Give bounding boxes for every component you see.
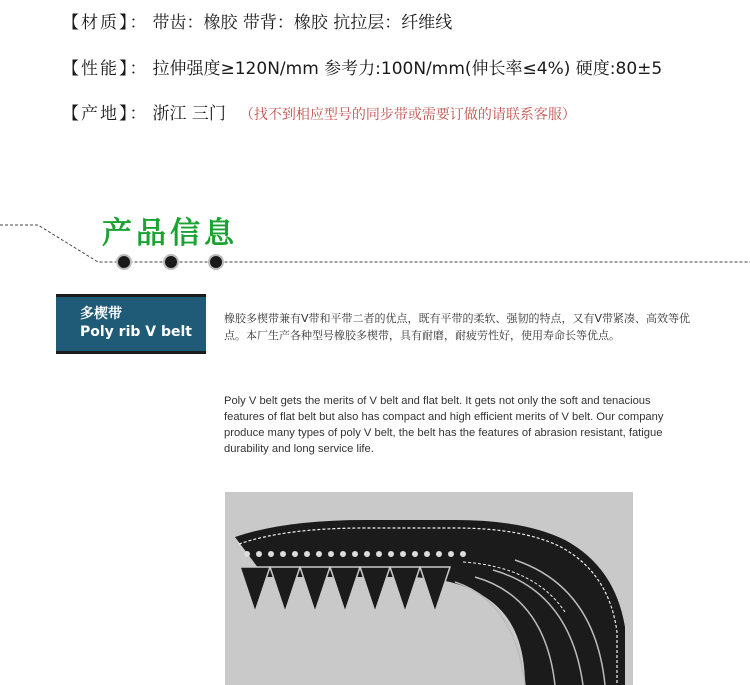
description-cn: 橡胶多楔带兼有V带和平带二者的优点，既有平带的柔软、强韧的特点，又有V带紧凑、高效等优点。本厂生产各种型号橡胶多楔带，具有耐磨，耐疲劳性好，使用寿命长等优点。 (224, 312, 691, 342)
spec-origin (62, 99, 576, 124)
spec-material (62, 8, 452, 33)
divider-dot-1 (117, 255, 131, 269)
spec-material-key: 【材质】： (62, 13, 149, 33)
spec-origin-key: 【产地】： (62, 104, 149, 124)
spec-origin-note: （找不到相应型号的同步带或需要订做的请联系客服） (239, 107, 576, 123)
spec-performance-key: 【性能】： (62, 59, 149, 79)
divider-dot-2 (164, 255, 178, 269)
product-label (56, 294, 206, 354)
belt-photo (225, 492, 633, 685)
description-en: Poly V belt gets the merits of V belt and flat belt. It gets not only the soft and tenacious features of flat belt but also has compact and high efficient merits of V belt. Our company produce many types of poly V belt, the belt has the features of abrasion resistant, fatigue durability and long service life. (224, 395, 664, 455)
divider-dot-3 (209, 255, 223, 269)
section-title: 产品信息 (102, 216, 238, 251)
spec-origin-value: 浙江 三门 (152, 104, 226, 124)
product-name-cn: 多楔带 (80, 306, 122, 322)
product-name-en: Poly rib V belt (80, 324, 192, 340)
spec-performance-value: 拉伸强度≥120N/mm 参考力:100N/mm(伸长率≤4%) 硬度:80±5 (152, 59, 663, 79)
spec-performance (62, 54, 662, 79)
spec-material-value: 带齿：橡胶 带背：橡胶 抗拉层：纤维线 (152, 13, 453, 33)
